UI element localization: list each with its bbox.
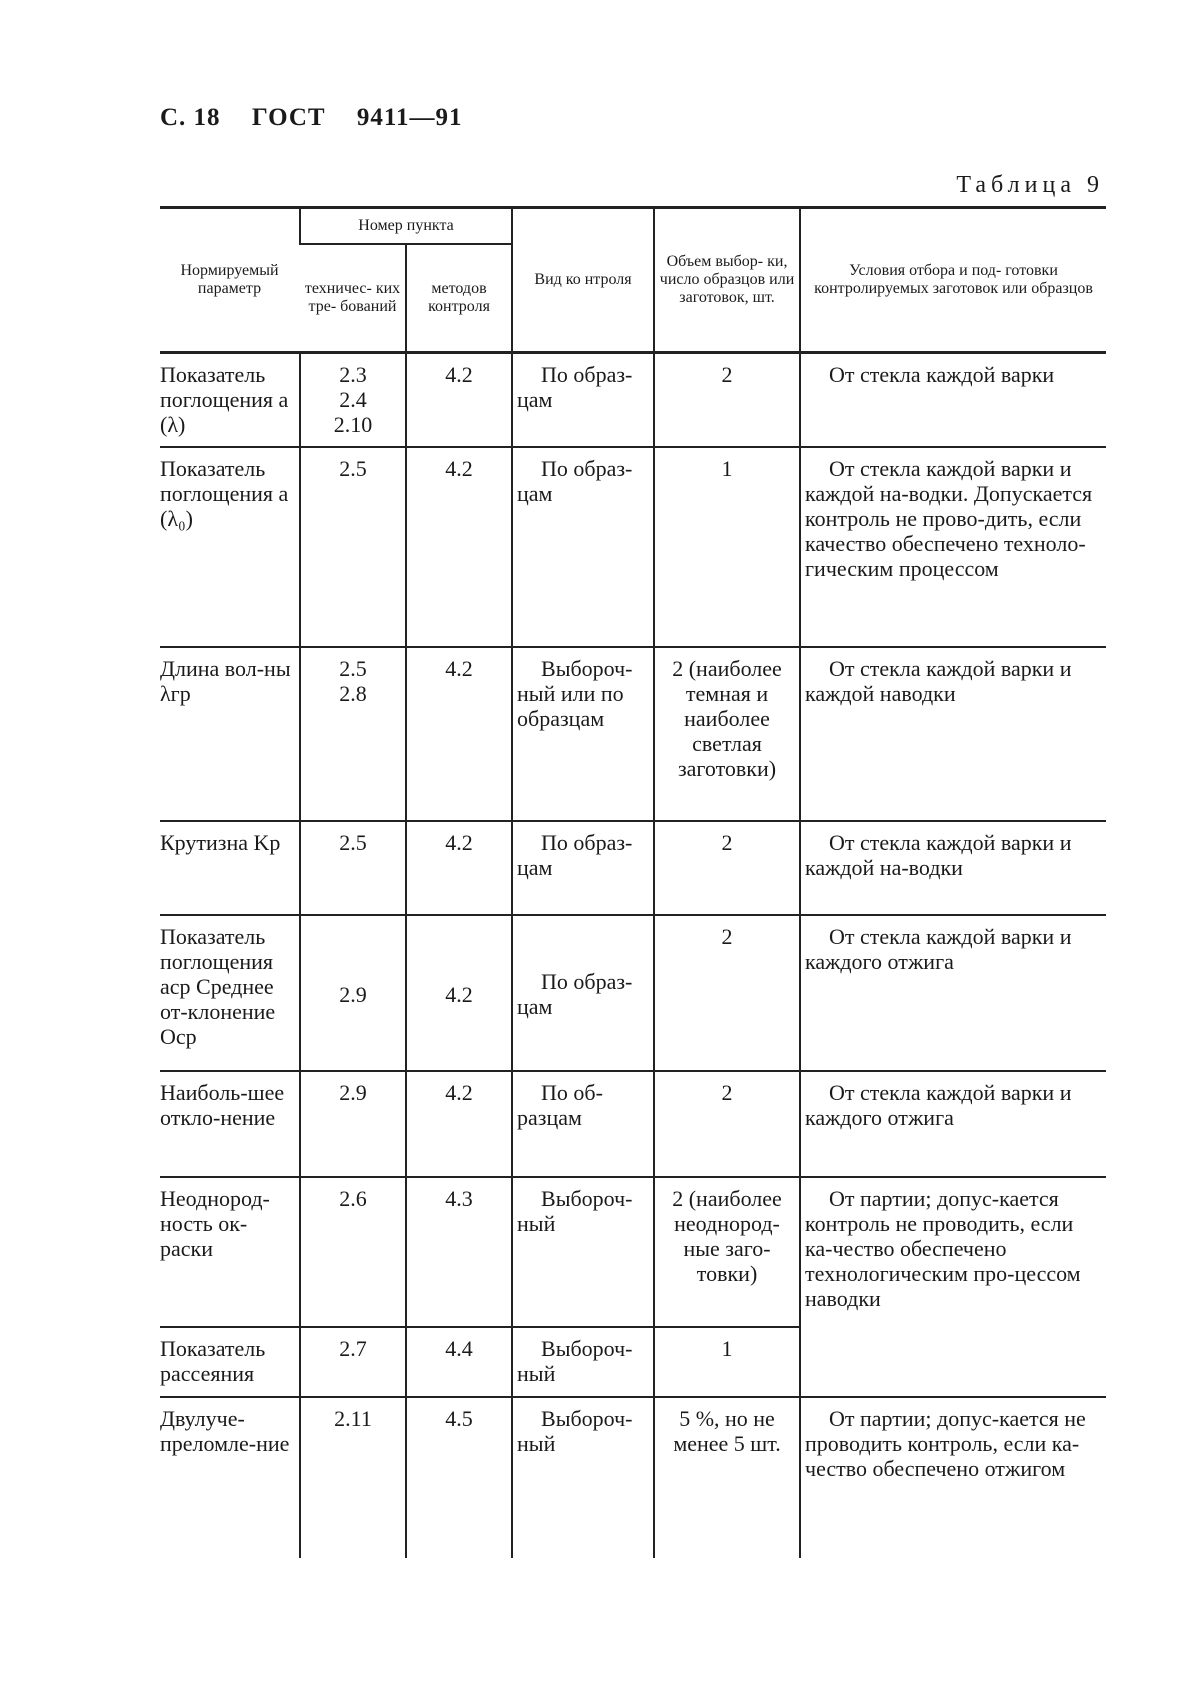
table-row [160,821,1106,915]
table-row [160,915,1106,1071]
cell-method: 4.3 [406,1177,512,1327]
cell-conditions: От стекла каждой варки [800,353,1106,448]
table-row [160,1397,1106,1558]
cell-volume: 2 (наиболее темная и наиболее светлая заготовки) [654,647,800,821]
cell-volume: 2 [654,821,800,915]
cell-conditions: От стекла каждой варки и каждой на-водки [800,821,1106,915]
table-9 [160,206,1106,1558]
cell-volume: 2 [654,915,800,1071]
cell-control: По образ-цам [512,353,654,448]
header-param: Нормируемый параметр [180,262,279,297]
cell-tech: 2.9 [300,915,406,1071]
cell-param: Наиболь-шее откло-нение [160,1071,300,1177]
header-volume: Объем выбор- ки, число образцов или заготовок, шт. [654,208,800,353]
cell-method: 4.2 [406,1071,512,1177]
cell-volume: 1 [654,1327,800,1397]
header-tech: техничес- ких тре- бований [300,244,406,353]
cell-conditions: От стекла каждой варки и каждого отжига [800,915,1106,1071]
header-methods: методов контроля [406,244,512,353]
cell-control: По образ-цам [512,821,654,915]
cell-method: 4.2 [406,647,512,821]
cell-tech: 2.5 [300,821,406,915]
cell-tech: 2.3 2.4 2.10 [300,353,406,448]
cell-param: Двулуче-преломле-ние [160,1406,290,1456]
cell-control: Выбороч-ный или по образцам [512,647,654,821]
cell-control: По образ-цам [512,447,654,647]
cell-param: Показатель поглощения aср Среднее от-клонение Oср [160,915,300,1071]
table-row [160,1071,1106,1177]
cell-param: Длина вол-ны λгр [160,647,300,821]
table-row [160,647,1106,821]
cell-method: 4.2 [406,353,512,448]
cell-conditions: От партии; допус-кается не проводить контроль, если ка-чество обеспечено отжигом [800,1397,1106,1558]
cell-control: Выбороч-ный [512,1327,654,1397]
cell-volume: 2 [654,1071,800,1177]
cell-method: 4.2 [406,915,512,1071]
cell-conditions: От стекла каждой варки и каждой наводки [800,647,1106,821]
cell-param: Показатель рассеяния [160,1327,300,1397]
cell-method: 4.2 [406,821,512,915]
cell-tech: 2.5 2.8 [300,647,406,821]
cell-tech: 2.6 [300,1177,406,1327]
cell-tech: 2.5 [300,447,406,647]
table-row [160,353,1106,448]
cell-control: Выбороч-ный [512,1177,654,1327]
cell-method: 4.5 [406,1397,512,1558]
cell-method: 4.4 [406,1327,512,1397]
header-conditions: Условия отбора и под- готовки контролируемых заготовок или образцов [800,208,1106,353]
standard-label: ГОСТ [251,104,326,131]
cell-param: Крутизна Kр [160,821,300,915]
table-row [160,447,1106,647]
header-item-number: Номер пункта [300,208,512,245]
cell-param: Неоднород-ность ок-раски [160,1177,300,1327]
cell-conditions: От партии; допус-кается контроль не проводить, если ка-чество обеспечено технологическим про-цессом наводки [800,1177,1106,1397]
cell-param: Показатель поглощения a (λ₀) [160,447,300,647]
cell-volume: 2 [654,353,800,448]
cell-param: Показатель поглощения a (λ) [160,353,300,448]
cell-control: По образ-цам [512,915,654,1071]
cell-control: Выбороч-ный [512,1397,654,1558]
table-row [160,1177,1106,1327]
cell-volume: 5 %, но не менее 5 шт. [654,1397,800,1558]
page-header [160,104,486,132]
cell-method: 4.2 [406,447,512,647]
cell-volume: 1 [654,447,800,647]
cell-tech: 2.7 [300,1327,406,1397]
cell-control: По об-разцам [512,1071,654,1177]
cell-tech: 2.11 [300,1397,406,1558]
requirements-table [160,206,1106,1558]
header-control: Вид ко нтроля [512,208,654,353]
cell-tech: 2.9 [300,1071,406,1177]
page-number: С. 18 [160,104,221,131]
cell-volume: 2 (наиболее неоднород-ные заго-товки) [654,1177,800,1327]
standard-number: 9411—91 [356,104,463,131]
cell-conditions: От стекла каждой варки и каждой на-водки. Допускается контроль не прово-дить, если качество обеспечено техноло-гическим процессом [800,447,1106,647]
table-caption: Таблица 9 [956,172,1104,198]
cell-conditions: От стекла каждой варки и каждого отжига [800,1071,1106,1177]
